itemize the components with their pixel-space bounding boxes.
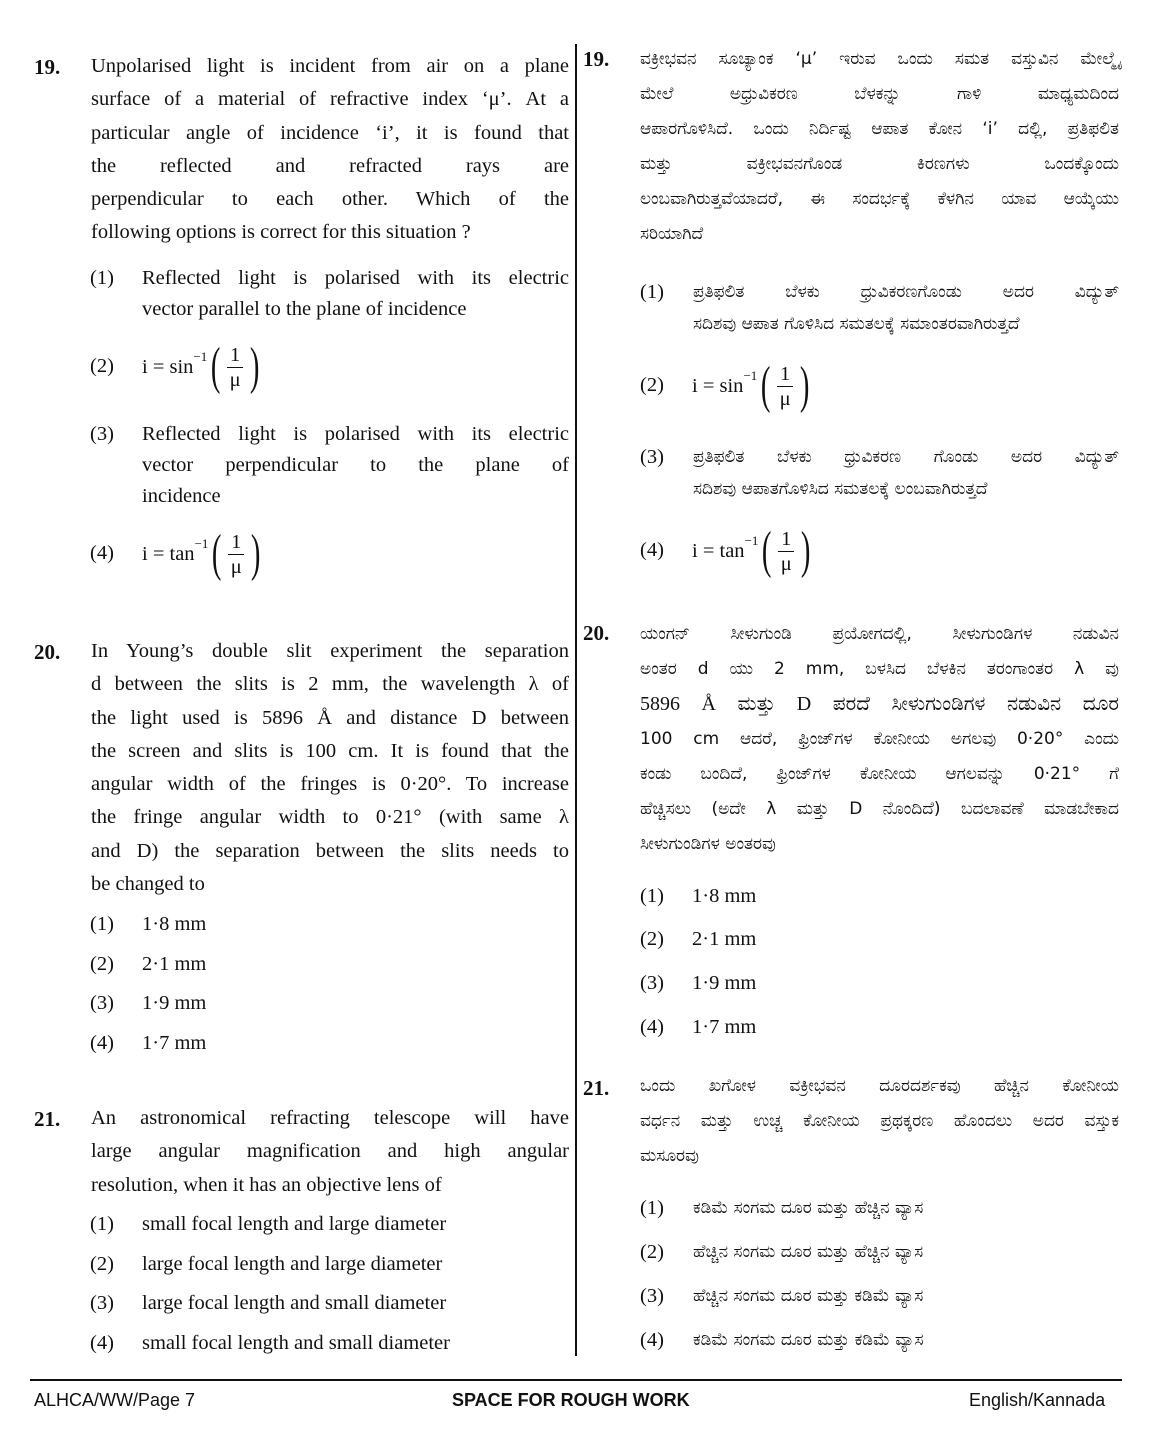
- question-number: 19.: [583, 47, 610, 71]
- page-code: ALHCA/WW/Page 7: [34, 1390, 196, 1410]
- fraction-denominator: μ: [779, 387, 791, 410]
- option-number: (4): [640, 539, 664, 561]
- option-number: (1): [640, 1197, 664, 1219]
- option-number: (2): [640, 374, 664, 396]
- option-number: (2): [640, 1241, 664, 1263]
- option-number: (3): [90, 423, 114, 445]
- text-line: and D) the separation between the slits needs to: [91, 839, 569, 862]
- language-label: English/Kannada: [969, 1390, 1106, 1410]
- text-line: ಪ್ರತಿಫಲಿತ ಬೆಳಕು ಧ್ರುವಿಕರಣ ಗೊಂಡು ಅದರ ವಿದ್ಯುತ್: [693, 447, 1119, 467]
- option-number: (2): [640, 928, 664, 950]
- formula-lhs: i = sin: [692, 374, 744, 397]
- fraction-numerator: 1: [777, 362, 793, 387]
- formula-exponent: −1: [194, 536, 209, 551]
- text-line: the fringe angular width to 0·21° (with same λ: [91, 806, 569, 829]
- text-line: ಒಂದು ಖಗೋಳ ವಕ್ರೀಭವನ ದೂರದರ್ಶಕವು ಹೆಚ್ಚಿನ ಕೋನೀಯ: [640, 1076, 1119, 1096]
- option-text: 1·7 mm: [692, 1016, 757, 1038]
- option-number: (4): [90, 542, 114, 564]
- left-paren: (: [211, 338, 221, 395]
- question-text: [91, 50, 569, 250]
- option-number: (1): [90, 913, 114, 935]
- question-number: 21.: [583, 1076, 610, 1100]
- right-paren: ): [250, 525, 261, 582]
- option-text: ಹೆಚ್ಚಿನ ಸಂಗಮ ದೂರ ಮತ್ತು ಹೆಚ್ಚಿನ ವ್ಯಾಸ: [693, 1242, 924, 1262]
- text-line: large angular magnification and high angular: [91, 1140, 569, 1163]
- text-line: ಸದಿಶವು ಆಪಾತಗೊಳಿಸಿದ ಸಮತಲಕ್ಕೆ ಲಂಬವಾಗಿರುತ್ತದೆ: [693, 479, 988, 499]
- fraction: [228, 530, 245, 579]
- fraction: [778, 527, 795, 576]
- text-line: 5896 Å ಮತ್ತು D ಪರದೆ ಸೀಳುಗುಂಡಿಗಳ ನಡುವಿನ ದೂರ: [640, 693, 1119, 715]
- option: [640, 1280, 1120, 1312]
- option-number: (4): [90, 1332, 114, 1354]
- formula-exponent: −1: [744, 533, 759, 548]
- text-line: be changed to: [91, 873, 205, 896]
- option: [90, 419, 570, 514]
- right-paren: ): [800, 522, 811, 579]
- option-text: 1·9 mm: [142, 992, 207, 1014]
- footer-rule: [30, 1379, 1122, 1381]
- text-line: ಲಂಬವಾಗಿರುತ್ತವೆಯಾದರೆ, ಈ ಸಂದರ್ಭಕ್ಕೆ ಕೆಳಗಿನ ಯಾವ ಆಯ್ಕೆಯು: [640, 189, 1119, 209]
- option: [640, 1192, 1120, 1224]
- formula: [692, 521, 814, 581]
- option-number: (4): [640, 1329, 664, 1351]
- question-text: [640, 617, 1119, 862]
- text-line: ವಕ್ರೀಭವನ ಸೂಚ್ಯಾಂಕ ‘μ’ ಇರುವ ಒಂದು ಸಮತ ವಸ್ತುವಿನ ಮೇಲ್ಮೈ: [640, 49, 1119, 69]
- option-number: (3): [90, 1292, 114, 1314]
- formula-exponent: −1: [743, 368, 758, 383]
- text-line: ಮೇಲೆ ಅಧ್ರುವಿಕರಣ ಬೆಳಕನ್ನು ಗಾಳಿ ಮಾಧ್ಯಮದಿಂದ: [640, 84, 1119, 104]
- question-text: [640, 42, 1119, 252]
- option-number: (2): [90, 355, 114, 377]
- text-line: In Young’s double slit experiment the separation: [91, 640, 569, 662]
- left-paren: (: [762, 522, 772, 579]
- option-text: large focal length and large diameter: [142, 1253, 443, 1275]
- option-number: (2): [90, 953, 114, 975]
- option-number: (3): [640, 1285, 664, 1307]
- right-paren: ): [799, 357, 810, 414]
- option-number: (1): [90, 1213, 114, 1235]
- option: [640, 1236, 1120, 1268]
- left-paren: (: [761, 357, 771, 414]
- fraction-numerator: 1: [227, 343, 243, 368]
- text-line: following options is correct for this situation ?: [91, 221, 471, 244]
- text-line: the light used is 5896 Å and distance D between: [91, 706, 569, 729]
- option-text: 1·8 mm: [692, 885, 757, 907]
- fraction-numerator: 1: [778, 527, 794, 552]
- question-number: 20.: [34, 640, 61, 664]
- option: [640, 441, 1120, 507]
- option-text: 2·1 mm: [142, 953, 207, 975]
- text-line: surface of a material of refractive index ‘μ’. At a: [91, 88, 569, 111]
- option: [640, 1324, 1120, 1356]
- option-text: 1·7 mm: [142, 1032, 207, 1054]
- text-line: ಪ್ರತಿಫಲಿತ ಬೆಳಕು ಧ್ರುವಿಕರಣಗೊಂಡು ಅದರ ವಿದ್ಯುತ್: [693, 282, 1119, 302]
- text-line: ಕಂಡು ಬಂದಿದೆ, ಫ್ರಿಂಜ್‌ಗಳ ಕೋನೀಯ ಆಗಲವನ್ನು 0·21° ಗೆ: [640, 764, 1119, 784]
- question-number: 20.: [583, 621, 610, 645]
- text-line: Reflected light is polarised with its electric: [142, 423, 569, 445]
- formula: [142, 524, 264, 584]
- option-number: (1): [640, 885, 664, 907]
- text-line: An astronomical refracting telescope will have: [91, 1107, 569, 1129]
- text-line: vector perpendicular to the plane of: [142, 454, 569, 476]
- fraction: [777, 362, 794, 411]
- text-line: ಯಂಗನ್ ಸೀಳುಗುಂಡಿ ಪ್ರಯೋಗದಲ್ಲಿ, ಸೀಳುಗುಂಡಿಗಳ ನಡುವಿನ: [640, 624, 1119, 644]
- text-line: Unpolarised light is incident from air on a plane: [91, 55, 569, 77]
- fraction: [227, 343, 244, 392]
- question-number: 19.: [34, 55, 61, 79]
- formula-lhs: i = tan: [692, 539, 745, 562]
- formula: [692, 356, 813, 416]
- text-line: ಆಪಾರಗೊಳಿಸಿದೆ. ಒಂದು ನಿರ್ದಿಷ್ಟ ಆಪಾತ ಕೋನ ‘i’ ದಲ್ಲಿ, ಪ್ರತಿಫಲಿತ: [640, 119, 1119, 139]
- option: [640, 276, 1120, 342]
- text-line: particular angle of incidence ‘i’, it is found that: [91, 121, 569, 144]
- text-line: Reflected light is polarised with its electric: [142, 267, 569, 289]
- option-text: 1·8 mm: [142, 913, 207, 935]
- text-line: ಸರಿಯಾಗಿದೆ: [640, 224, 704, 244]
- text-line: 100 cm ಆದರೆ, ಫ್ರಿಂಜ್‌ಗಳ ಕೋನೀಯ ಅಗಲವು 0·20° ಎಂದು: [640, 729, 1119, 749]
- left-paren: (: [212, 525, 222, 582]
- text-line: ಹೆಚ್ಚಿಸಲು (ಅದೇ λ ಮತ್ತು D ನೊಂದಿದೆ) ಬದಲಾವಣೆ ಮಾಡಬೇಕಾದ: [640, 799, 1119, 819]
- text-line: ವರ್ಧನ ಮತ್ತು ಉಚ್ಚ ಕೋನೀಯ ಪ್ರಥಕ್ಕರಣ ಹೊಂದಲು ಅದರ ವಸ್ತುಕ: [640, 1111, 1119, 1131]
- text-line: incidence: [142, 485, 221, 507]
- text-line: the reflected and refracted rays are: [91, 154, 569, 177]
- option-text: large focal length and small diameter: [142, 1292, 447, 1314]
- option-text: small focal length and large diameter: [142, 1213, 447, 1235]
- text-line: perpendicular to each other. Which of the: [91, 188, 569, 211]
- fraction-denominator: μ: [229, 368, 241, 391]
- formula-lhs: i = tan: [142, 542, 195, 565]
- question-number: 21.: [34, 1107, 61, 1131]
- text-line: d between the slits is 2 mm, the wavelength λ of: [91, 673, 569, 696]
- option-text: ಕಡಿಮೆ ಸಂಗಮ ದೂರ ಮತ್ತು ಕಡಿಮೆ ವ್ಯಾಸ: [693, 1330, 924, 1350]
- right-paren: ): [249, 338, 260, 395]
- formula: [142, 337, 263, 397]
- text-line: ಮತ್ತು ವಕ್ರೀಭವನಗೊಂಡ ಕಿರಣಗಳು ಒಂದಕ್ಕೊಂದು: [640, 154, 1119, 174]
- option: [90, 263, 570, 327]
- fraction-numerator: 1: [228, 530, 244, 555]
- option-number: (1): [90, 267, 114, 289]
- rough-work-label: SPACE FOR ROUGH WORK: [452, 1390, 690, 1410]
- text-line: the screen and slits is 100 cm. It is found that the: [91, 739, 569, 762]
- option-text: 1·9 mm: [692, 972, 757, 994]
- question-text: [91, 1102, 569, 1202]
- text-line: ಮಸೂರವು: [640, 1146, 699, 1166]
- text-line: angular width of the fringes is 0·20°. To increase: [91, 773, 569, 796]
- option-text: ಹೆಚ್ಚಿನ ಸಂಗಮ ದೂರ ಮತ್ತು ಕಡಿಮೆ ವ್ಯಾಸ: [693, 1286, 924, 1306]
- option-text: 2·1 mm: [692, 928, 757, 950]
- formula-lhs: i = sin: [142, 355, 194, 378]
- option-text: small focal length and small diameter: [142, 1332, 450, 1354]
- text-line: resolution, when it has an objective lens of: [91, 1173, 442, 1196]
- fraction-denominator: μ: [230, 555, 242, 578]
- option-number: (3): [640, 446, 664, 468]
- text-line: ಅಂತರ d ಯು 2 mm, ಬಳಸಿದ ಬೆಳಕಿನ ತರಂಗಾಂತರ λ ವು: [640, 659, 1119, 679]
- option-number: (4): [90, 1032, 114, 1054]
- option-number: (3): [90, 992, 114, 1014]
- column-divider: [575, 44, 577, 1356]
- question-text: [91, 635, 569, 901]
- question-text: [640, 1069, 1119, 1174]
- text-line: ಸೀಳುಗುಂಡಿಗಳ ಅಂತರವು: [640, 834, 776, 854]
- text-line: ಸದಿಶವು ಆಪಾತ ಗೊಳಿಸಿದ ಸಮತಲಕ್ಕೆ ಸಮಾಂತರವಾಗಿರುತ್ತದೆ: [693, 314, 1020, 334]
- option-number: (3): [640, 972, 664, 994]
- option-number: (2): [90, 1253, 114, 1275]
- option-number: (1): [640, 281, 664, 303]
- formula-exponent: −1: [193, 349, 208, 364]
- option-text: ಕಡಿಮೆ ಸಂಗಮ ದೂರ ಮತ್ತು ಹೆಚ್ಚಿನ ವ್ಯಾಸ: [693, 1198, 924, 1218]
- fraction-denominator: μ: [780, 552, 792, 575]
- text-line: vector parallel to the plane of incidence: [142, 298, 467, 320]
- option-number: (4): [640, 1016, 664, 1038]
